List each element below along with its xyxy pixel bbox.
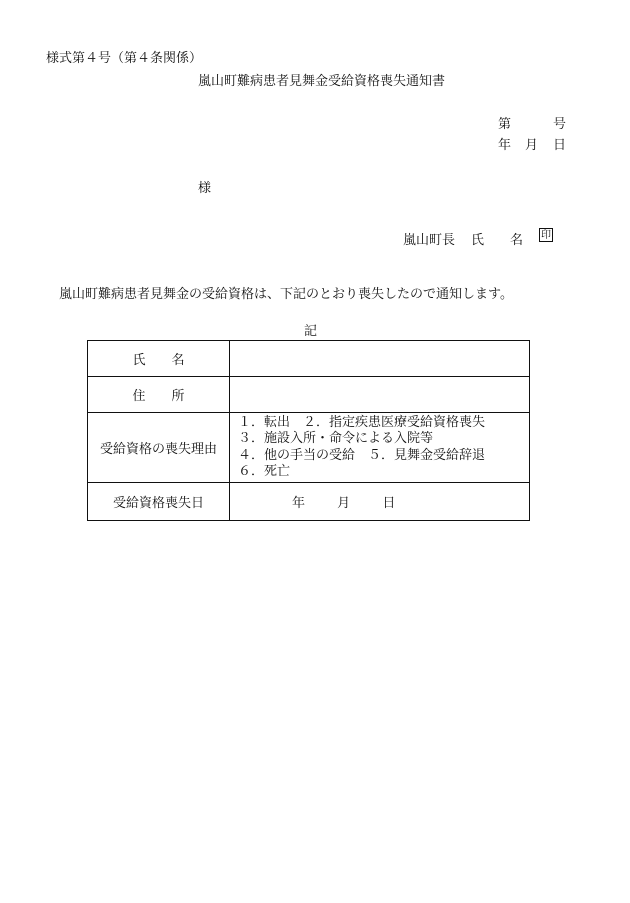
name-label: 氏 名 bbox=[88, 341, 230, 377]
doc-number-prefix: 第 bbox=[498, 117, 512, 132]
addressee-honorific: 様 bbox=[198, 181, 212, 196]
loss-date-month: 月 bbox=[337, 496, 351, 511]
table-row bbox=[88, 413, 530, 483]
loss-date-year: 年 bbox=[292, 496, 306, 511]
loss-date-label: 受給資格喪失日 bbox=[88, 483, 230, 521]
loss-date-day: 日 bbox=[382, 496, 396, 511]
reason-item: ４．他の手当の受給 ５．見舞金受給辞退 bbox=[238, 447, 486, 463]
date-year-label: 年 bbox=[498, 138, 512, 153]
sender-name-label-1: 氏 bbox=[471, 233, 485, 248]
sender-title: 嵐山町長 bbox=[403, 233, 456, 248]
date-day-label: 日 bbox=[553, 138, 567, 153]
address-label: 住 所 bbox=[88, 377, 230, 413]
address-value bbox=[230, 377, 530, 413]
document-title: 嵐山町難病患者見舞金受給資格喪失通知書 bbox=[198, 74, 446, 89]
notice-body: 嵐山町難病患者見舞金の受給資格は、下記のとおり喪失したので通知します。 bbox=[59, 287, 513, 302]
reason-item: ６．死亡 bbox=[238, 464, 291, 479]
reason-list bbox=[230, 413, 530, 483]
table-row bbox=[88, 377, 530, 413]
reason-label: 受給資格の喪失理由 bbox=[88, 413, 230, 483]
form-number: 様式第４号（第４条関係） bbox=[46, 51, 203, 66]
record-table bbox=[87, 340, 530, 521]
doc-number-suffix: 号 bbox=[553, 117, 567, 132]
loss-date-value bbox=[230, 483, 530, 521]
name-value bbox=[230, 341, 530, 377]
table-row bbox=[88, 483, 530, 521]
reason-item: １．転出 ２．指定疾患医療受給資格喪失 bbox=[238, 414, 486, 430]
reason-item: ３．施設入所・命令による入院等 bbox=[238, 431, 434, 446]
table-row bbox=[88, 341, 530, 377]
date-month-label: 月 bbox=[525, 138, 539, 153]
sender-name-label-2: 名 bbox=[510, 233, 524, 248]
ki-heading: 記 bbox=[304, 324, 318, 339]
seal-stamp: 印 bbox=[541, 230, 551, 241]
